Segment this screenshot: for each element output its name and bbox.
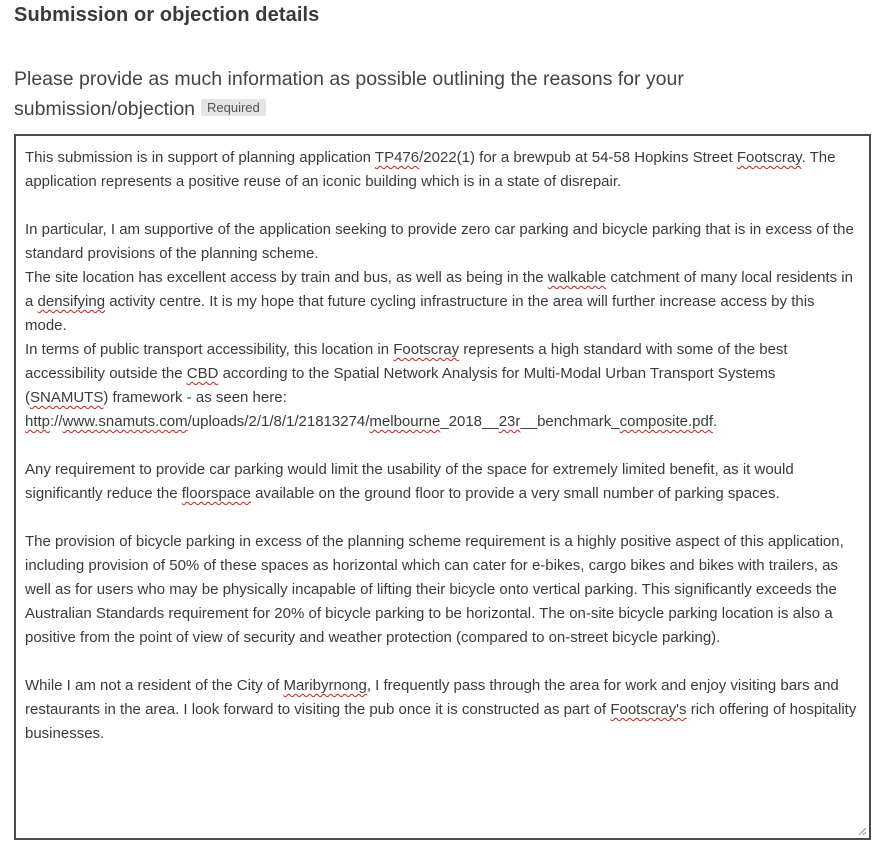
misspelled-word: Maribyrnong (283, 677, 367, 694)
text-paragraph: This submission is in support of planning application TP476/2022(1) for a brewpub at 54-58 Hopkins Street Footscray. The application represents a positive reuse of an iconic building which is in a state of disrepair. (25, 149, 836, 190)
misspelled-word: floorspace (181, 485, 251, 502)
submission-textarea[interactable] (14, 134, 871, 840)
text-paragraph: The site location has excellent access by train and bus, as well as being in the walkable catchment of many local residents in a densifying activity centre. It is my hope that future cycling infrastructure in the area will further increase access by this mode. (25, 269, 853, 334)
question-text: Please provide as much information as possible outlining the reasons for your submission/objection (14, 68, 684, 120)
text-paragraph: While I am not a resident of the City of Maribyrnong, I frequently pass through the area for work and enjoy visiting bars and restaurants in the area. I look forward to visiting the pub once it is constructed as part of Footscray's rich offering of hospitality businesses. (25, 677, 857, 742)
misspelled-word: TP476 (374, 149, 420, 166)
resize-grip-icon[interactable] (857, 826, 867, 836)
required-badge: Required (201, 99, 266, 116)
text-paragraph: In particular, I am supportive of the application seeking to provide zero car parking and bicycle parking that is in excess of the standard provisions of the planning scheme. (25, 221, 854, 262)
section-title: Submission or objection details (14, 4, 320, 26)
text-paragraph: Any requirement to provide car parking would limit the usability of the space for extremely limited benefit, as it would significantly reduce the floorspace available on the ground floor to provide a very small number of parking spaces. (25, 461, 794, 502)
misspelled-word: CBD (186, 365, 219, 382)
misspelled-word: Footscray (736, 149, 802, 166)
misspelled-word: SNAMUTS (30, 389, 104, 406)
misspelled-word: densifying (37, 293, 106, 310)
question-label (14, 64, 754, 124)
text-paragraph: In terms of public transport accessibility, this location in Footscray represents a high standard with some of the best accessibility outside the CBD according to the Spatial Network Analysis for Multi-Modal Urban Transport Systems (SNAMUTS) framework - as seen here: (25, 341, 788, 406)
misspelled-word: Footscray (393, 341, 460, 358)
url-text: http://www.snamuts.com/uploads/2/1/8/1/21813274/melbourne_2018__23r__benchmark_composite.pdf. (25, 413, 718, 430)
misspelled-word: Footscray's (610, 701, 687, 718)
text-paragraph: The provision of bicycle parking in excess of the planning scheme requirement is a highly positive aspect of this application, including provision of 50% of these spaces as horizontal which can cater for e-bikes, cargo bikes and bikes with trailers, as well as for users who may be physically incapable of lifting their bicycle onto vertical parking. This significantly exceeds the Australian Standards requirement for 20% of bicycle parking to be horizontal. The on-site bicycle parking location is also a positive from the point of view of security and weather protection (compared to on-street bicycle parking). (25, 533, 844, 646)
misspelled-word: walkable (547, 269, 607, 286)
